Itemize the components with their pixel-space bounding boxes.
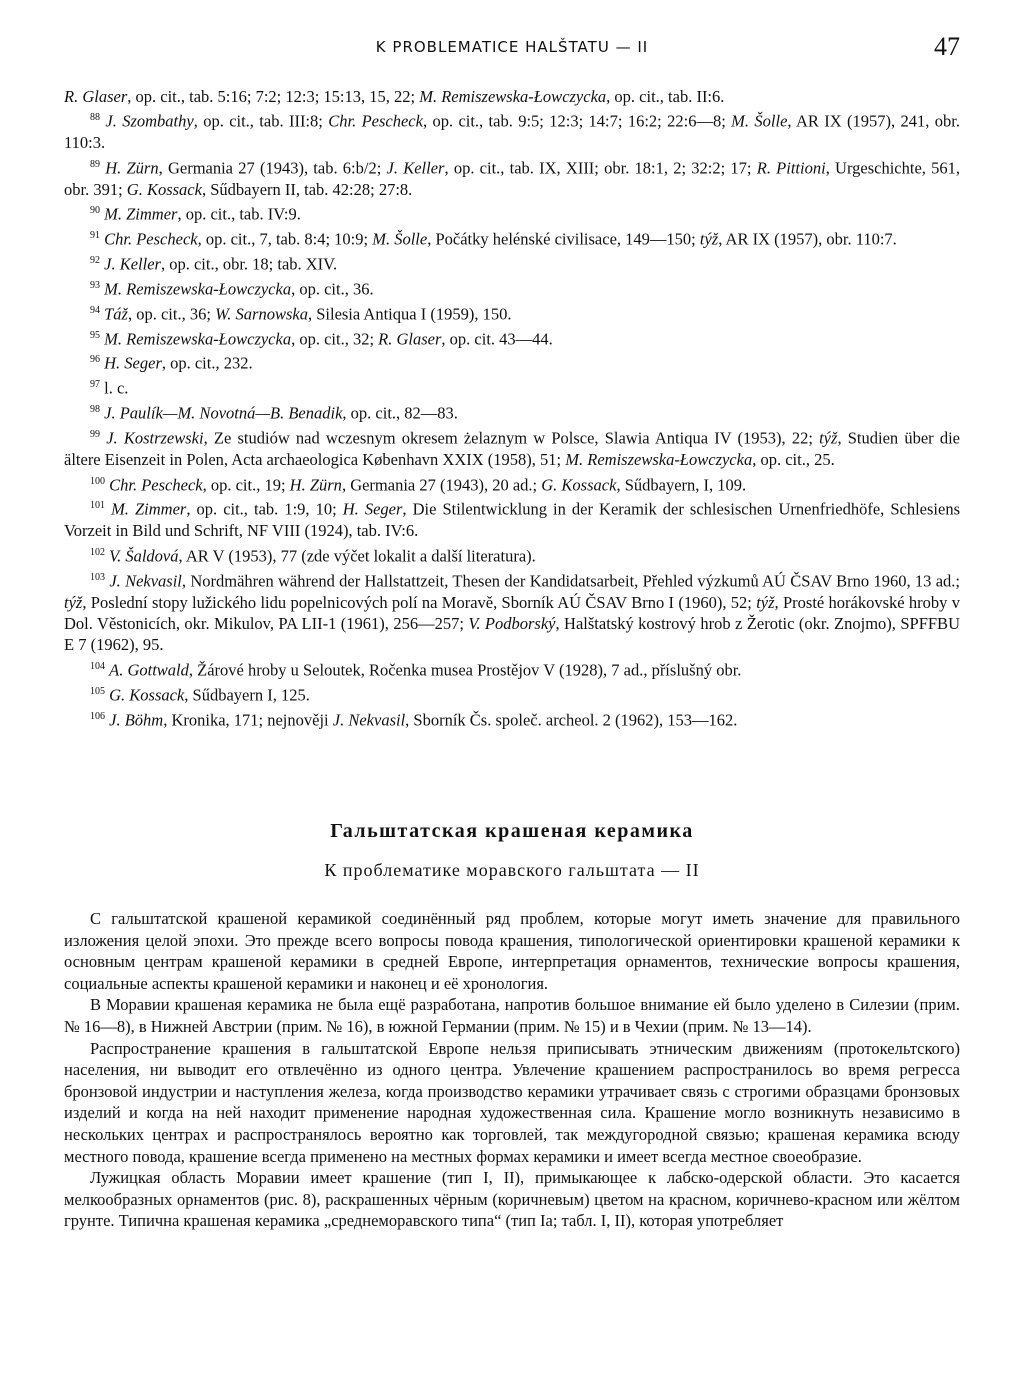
citation-text: , op. cit., 36. (291, 279, 374, 299)
footnote (64, 200, 960, 225)
author-name: G. Kossack (109, 685, 185, 705)
citation-text: , Sűdbayern II, tab. 42:28; 27:8. (201, 179, 413, 199)
author-name: M. Šolle (372, 229, 428, 249)
footnote-number: 95 (90, 329, 100, 341)
author-name: R. Pittioni (756, 158, 826, 178)
author-name: M. Remiszewska-Łowczycka (104, 279, 292, 299)
citation-text: , AR V (1953), 77 (zde výčet lokalit a další literatura). (178, 546, 536, 566)
footnote (64, 424, 960, 470)
citation-text: , op. cit., tab. 5:16; 7:2; 12:3; 15:13, 15, 22; (127, 87, 420, 106)
footnote-number: 97 (90, 379, 100, 391)
citation-text: , op. cit., tab. IX, XIII; obr. 18:1, 2; 32:2; 17; (444, 158, 757, 178)
author-name: M. Remiszewska-Łowczycka (565, 450, 753, 470)
footnote (64, 349, 960, 374)
author-name: J. Nekvasil (109, 571, 182, 591)
author-name: týž (819, 428, 838, 448)
author-name: J. Paulík—M. Novotná—B. Benadik (104, 403, 343, 423)
citation-text: , Urgeschichte, 561, obr. 391; (64, 158, 961, 199)
citation-text: , op. cit., tab. III:8; (193, 111, 329, 131)
footnote (64, 542, 960, 567)
footnote (64, 86, 960, 107)
author-name: G. Kossack (541, 475, 617, 494)
author-name: W. Sarnowska (215, 304, 308, 324)
author-name: G. Kossack (126, 179, 202, 199)
footnote (64, 225, 960, 250)
footnote-number: 104 (90, 660, 105, 672)
author-name: J. Kostrzewski (106, 428, 204, 448)
footnote-number: 101 (90, 500, 105, 512)
author-name: M. Remiszewska-Łowczycka (419, 87, 607, 106)
author-name: týž (64, 592, 83, 612)
citation-text: , Žárové hroby u Seloutek, Ročenka musea Prostějov V (1928), 7 ad., příslušný obr. (188, 660, 742, 680)
author-name: J. Szombathy (105, 111, 194, 131)
footnote (64, 567, 960, 656)
author-name: J. Keller (104, 254, 161, 274)
footnotes-section (64, 86, 960, 730)
running-title: K PROBLEMATICE HALŠTATU — II (375, 38, 649, 56)
footnote (64, 656, 960, 681)
footnote (64, 275, 960, 300)
citation-text: , op. cit., 7, tab. 8:4; 10:9; (197, 229, 373, 249)
author-name: H. Seger (104, 353, 162, 373)
author-name: R. Glaser (64, 87, 128, 106)
footnote-number: 100 (90, 475, 105, 487)
citation-text: , Silesia Antiqua I (1959), 150. (307, 304, 512, 324)
citation-text: , Prosté horákovské hroby v Dol. Věstonicích, okr. Mikulov, PA LII-1 (1961), 256—257; (64, 592, 960, 633)
citation-text: , op. cit., 232. (161, 353, 253, 373)
author-name: týž (756, 592, 775, 612)
footnote-number: 89 (90, 158, 100, 170)
citation-text: , AR IX (1957), obr. 110:7. (718, 229, 897, 249)
citation-text: , Ze studiów nad wczesnym okresem żelaznym w Polsce, Slawia Antiqua IV (1953), 22; (203, 428, 820, 448)
footnote (64, 399, 960, 424)
citation-text: , op. cit., obr. 18; tab. XIV. (160, 254, 338, 274)
author-name: V. Podborský (468, 613, 556, 633)
summary-paragraph: Лужицкая область Моравии имеет крашение (тип I, II), примыкающее к лабско-одерской области. Это касается мелкообразных орнаментов (рис. 8), раскрашенных чёрным (коричневым) цветом на красном, коричнево-красном или жёлтом грунте. Типична крашеная керамика „среднеморавского типа“ (тип Ia; табл. I, II), которая употребляет (64, 1168, 960, 1231)
author-name: M. Šolle (731, 111, 788, 131)
summary-paragraph: В Моравии крашеная керамика не была ещё разработана, напротив большое внимание ей было уделено в Силезии (прим. № 16—8), в Нижней Австрии (прим. № 16), в южной Германии (прим. № 15) и в Чехии (прим. № 13—14). (64, 995, 960, 1036)
citation-text: , op. cit., tab. IV:9. (177, 204, 301, 224)
author-name: V. Šaldová (109, 546, 179, 566)
footnote (64, 154, 960, 200)
author-name: J. Nekvasil (332, 710, 406, 730)
footnote-number: 88 (90, 112, 100, 124)
citation-text: , op. cit., tab. II:6. (606, 87, 725, 106)
citation-text: , Studien über die ältere Eisenzeit in Polen, Acta archaeologica København XXIX (1958), 51; (64, 428, 961, 470)
footnote-number: 92 (90, 254, 100, 266)
citation-text: , op. cit., 25. (752, 450, 835, 470)
footnote (64, 706, 960, 731)
citation-text: , Sborník Čs. společ. archeol. 2 (1962), 153—162. (405, 710, 738, 730)
footnote (64, 471, 960, 496)
footnote-number: 99 (90, 429, 100, 441)
author-name: Chr. Pescheck (109, 475, 203, 494)
russian-summary-title: Гальштатская крашеная керамика (330, 820, 694, 842)
footnote (64, 681, 960, 706)
author-name: R. Glaser (378, 329, 442, 349)
citation-text: , Sűdbayern, I, 109. (616, 475, 747, 494)
author-name: týž (699, 229, 719, 249)
footnote (64, 325, 960, 350)
citation-text: , Die Stilentwicklung in der Keramik der schlesischen Urnenfriedhöfe, Schlesiens Vorzeit in Bild und Schrift, NF VIII (1924), tab. IV:6. (64, 499, 960, 541)
footnote-number: 96 (90, 354, 100, 366)
footnote (64, 250, 960, 275)
citation-text: , op. cit., 32; (291, 329, 379, 349)
footnote-number: 102 (90, 546, 105, 558)
citation-text: , op. cit., 82—83. (342, 403, 458, 423)
citation-text: l. c. (104, 378, 129, 398)
summary-paragraph: С гальштатской крашеной керамикой соединённый ряд проблем, которые могут иметь значение для правильного изложения целой эпохи. Это прежде всего вопросы повода крашения, типологической ориентировки крашеной керамики к основным центрам крашеной керамики в средней Европе, интерпретация орнаментов, технические вопросы крашения, социальные аспекты крашеной керамики и наконец и её хронология. (64, 909, 960, 993)
citation-text: , Sűdbayern I, 125. (184, 685, 310, 705)
author-name: A. Gottwald (109, 660, 189, 680)
author-name: J. Böhm (109, 710, 164, 730)
citation-text: , Germania 27 (1943), 20 ad.; (341, 475, 542, 494)
citation-text: , Halštatský kostrový hrob z Žerotic (okr. Znojmo), SPFFBU E 7 (1962), 95. (64, 613, 960, 655)
citation-text: , op. cit. 43—44. (441, 329, 553, 349)
author-name: Chr. Pescheck (104, 229, 198, 249)
author-name: Táž (104, 304, 128, 324)
citation-text: , Poslední stopy lužického lidu popelnicových polí na Moravě, Sborník AÚ ČSAV Brno I (1960), 52; (82, 592, 757, 612)
citation-text: , Germania 27 (1943), tab. 6:b/2; (158, 158, 387, 178)
summary-paragraph: Распространение крашения в гальштатской Европе нельзя приписывать этническим движениям (протокельтского) населения, ни выводит его отвлечённо из одного центра. Увлечение крашением распространилось во время регресса бронзовой индустрии и наступления железа, когда производство керамики утрачивает связь с строгими образцами бронзовых изделий и когда на ней находит применение народная художественная сила. Крашение могло возникнуть независимо в нескольких центрах и распространялось вероятно как торговлей, так междугородной связью; крашеная керамика всюду местного повода, крашение всегда применено на местных формах керамики и имеет всегда местное своеобразие. (64, 1038, 960, 1166)
citation-text: , op. cit., tab. 1:9, 10; (186, 499, 343, 519)
author-name: M. Zimmer (104, 204, 178, 224)
footnote-number: 105 (90, 685, 105, 697)
footnote-number: 103 (90, 571, 105, 583)
footnote-number: 93 (90, 279, 100, 291)
citation-text: , op. cit., 36; (127, 304, 216, 324)
author-name: M. Zimmer (111, 499, 187, 519)
author-name: H. Zürn (289, 475, 342, 494)
citation-text: , op. cit., 19; (202, 475, 290, 494)
author-name: M. Remiszewska-Łowczycka (104, 329, 292, 349)
citation-text: , Nordmähren während der Hallstattzeit, Thesen der Kandidatsarbeit, Přehled výzkumů AÚ ČSAV Brno 1960, 13 ad.; (181, 571, 961, 591)
citation-text: , AR IX (1957), 241, obr. 110:3. (64, 111, 960, 153)
footnote (64, 300, 960, 325)
russian-summary-subtitle: К проблематике моравского гальштата — II (324, 860, 700, 880)
footnote-number: 98 (90, 404, 100, 416)
footnote-number: 91 (90, 229, 100, 241)
footnote (64, 374, 960, 399)
russian-summary-body (64, 908, 960, 1232)
footnote-number: 94 (90, 304, 100, 316)
author-name: H. Seger (342, 499, 403, 519)
page-header (64, 32, 960, 64)
footnote-number: 106 (90, 710, 105, 722)
citation-text: , op. cit., tab. 9:5; 12:3; 14:7; 16:2; 22:6—8; (422, 111, 732, 131)
footnote (64, 495, 960, 541)
footnote-number: 90 (90, 205, 100, 217)
citation-text: , Kronika, 171; nejnověji (163, 710, 333, 730)
author-name: H. Zürn (105, 158, 159, 178)
footnote (64, 107, 960, 153)
author-name: Chr. Pescheck (328, 111, 423, 131)
page-number: 47 (934, 32, 960, 61)
author-name: J. Keller (386, 158, 445, 178)
citation-text: , Počátky helénské civilisace, 149—150; (427, 229, 700, 249)
